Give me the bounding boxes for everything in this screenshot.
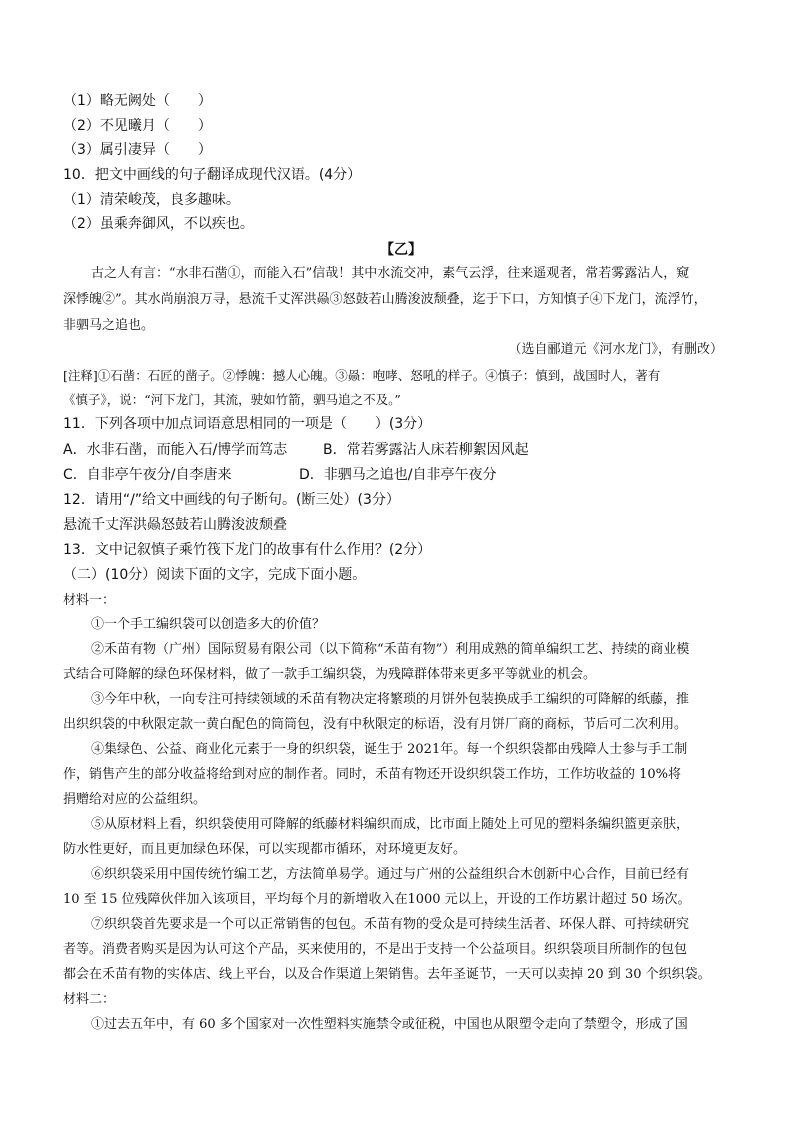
q13-prompt: 13．文中记叙慎子乘竹筏下龙门的故事有什么作用？(2分）	[63, 542, 432, 558]
material-1-para-5b: 防水性更好，而且更加绿色环保，可以实现都市循环，对环境更友好。	[63, 842, 467, 857]
material-1-para-2b: 式结合可降解的绿色环保材料，做了一款手工编织袋，为残障群体带来更多平等就业的机会。	[63, 667, 597, 682]
q11-option-c: C．自非亭午夜分/自李唐来	[63, 467, 232, 483]
q9-item-1: （1）略无阙处（ ）	[63, 93, 212, 109]
q12-sentence: 悬流千丈浑洪赑怒鼓若山腾浚波颓叠	[63, 517, 287, 533]
material-2-para-1: ①过去五年中，有 60 多个国家对一次性塑料实施禁令或征税，中国也从限塑令走向了禁塑令，形成了国	[91, 1017, 688, 1032]
q11-prompt: 11．下列各项中加点词语意思相同的一项是（ ）(3分）	[63, 416, 432, 432]
material-1-para-7a: ⑦织织袋首先要求是一个可以正常销售的包包。禾苗有物的受众是可持续生活者、环保人群、可持续研究	[91, 917, 690, 932]
material-1-para-3b: 出织织袋的中秋限定款一黄白配色的筒筒包，没有中秋限定的标语，没有月饼厂商的商标，节后可二次利用。	[63, 717, 688, 732]
q11-option-a: A．水非石凿，而能入石/博学而笃志	[63, 442, 288, 458]
material-1-para-7c: 都会在禾苗有物的实体店、线上平台，以及合作渠道上架销售。去年圣诞节，一天可以卖掉 20 到 30 个织织袋。	[63, 967, 711, 982]
passage-b-line-1: 古之人有言：“水非石凿①，而能入石”信哉！其中水流交冲，素气云浮，往来遥观者，常若雾露沾人，窥	[91, 266, 690, 281]
material-2-label: 材料二：	[63, 992, 116, 1007]
passage-b-source: （选自郦道元《河水龙门》，有删改）	[508, 342, 723, 357]
q10-item-2: （2）虽乘奔御风，不以疾也。	[63, 216, 254, 232]
q12-prompt: 12．请用“/”给文中画线的句子断句。(断三处）(3分）	[63, 492, 400, 508]
material-1-para-4c: 捐赠给对应的公益组织。	[63, 792, 207, 807]
q9-item-2: （2）不见曦月（ ）	[63, 118, 212, 134]
passage-b-line-3: 非驷马之追也。	[63, 318, 155, 333]
q10-prompt: 10．把文中画线的句子翻译成现代汉语。(4分）	[63, 167, 362, 183]
material-1-para-5a: ⑤从原材料上看，织织袋使用可降解的纸藤材料编织而成，比市面上随处上可见的塑料条编织篮更亲肤，	[91, 817, 690, 832]
q11-option-b: B．常若雾露沾人床若柳絮因风起	[323, 442, 529, 458]
material-1-label: 材料一：	[63, 593, 116, 608]
material-1-para-7b: 者等。消费者购买是因为认可这个产品，买来使用的，不是出于支持一个公益项目。织织袋项目所制作的包包	[63, 942, 688, 957]
q11-option-d: D．非驷马之追也/自非亭午夜分	[299, 467, 497, 483]
section-2-heading: （二）(10分）阅读下面的文字，完成下面小题。	[63, 567, 367, 583]
passage-b-heading: 【乙】	[380, 242, 422, 258]
passage-b-note-2: 《慎子》，说：“河下龙门，其流，驶如竹箭，驷马追之不及。”	[63, 392, 401, 407]
material-1-para-6a: ⑥织织袋采用中国传统竹编工艺，方法简单易学。通过与广州的公益组织合木创新中心合作，目前已经有	[91, 867, 690, 882]
material-1-para-3a: ③今年中秋，一向专注可持续领域的禾苗有物决定将繁琐的月饼外包装换成手工编织的可降解的纸藤，推	[91, 692, 690, 707]
material-1-para-2a: ②禾苗有物（广州）国际贸易有限公司（以下简称“禾苗有物”）利用成熟的简单编织工艺、持续的商业模	[91, 642, 690, 657]
material-1-para-4a: ④集绿色、公益、商业化元素于一身的织织袋，诞生于 2021年。每一个织织袋都由残障人士参与手工制	[91, 742, 688, 757]
passage-b-note-1: [注释]①石凿：石匠的凿子。②悸魄：撼人心魄。③赑：咆哮、怒吼的样子。④慎子：慎到，战国时人，著有	[63, 368, 661, 383]
q10-item-1: （1）清荣峻茂，良多趣味。	[63, 192, 240, 208]
material-1-para-4b: 作，销售产生的部分收益将给到对应的制作者。同时，禾苗有物还开设织织袋工作坊，工作坊收益的 10%将	[63, 767, 682, 782]
passage-b-line-2: 深悸魄②”。其水尚崩浪万寻，悬流千丈浑洪赑③怒鼓若山腾浚波颓叠，迄于下口，方知慎子④下龙门，流浮竹，	[63, 292, 707, 307]
q9-item-3: （3）属引凄异（ ）	[63, 142, 212, 158]
material-1-para-1: ①一个手工编织袋可以创造多大的价值？	[91, 617, 326, 632]
material-1-para-6b: 10 至 15 位残障伙伴加入该项目，平均每个月的新增收入在1000 元以上，开设的工作坊累计超过 50 场次。	[63, 892, 691, 907]
